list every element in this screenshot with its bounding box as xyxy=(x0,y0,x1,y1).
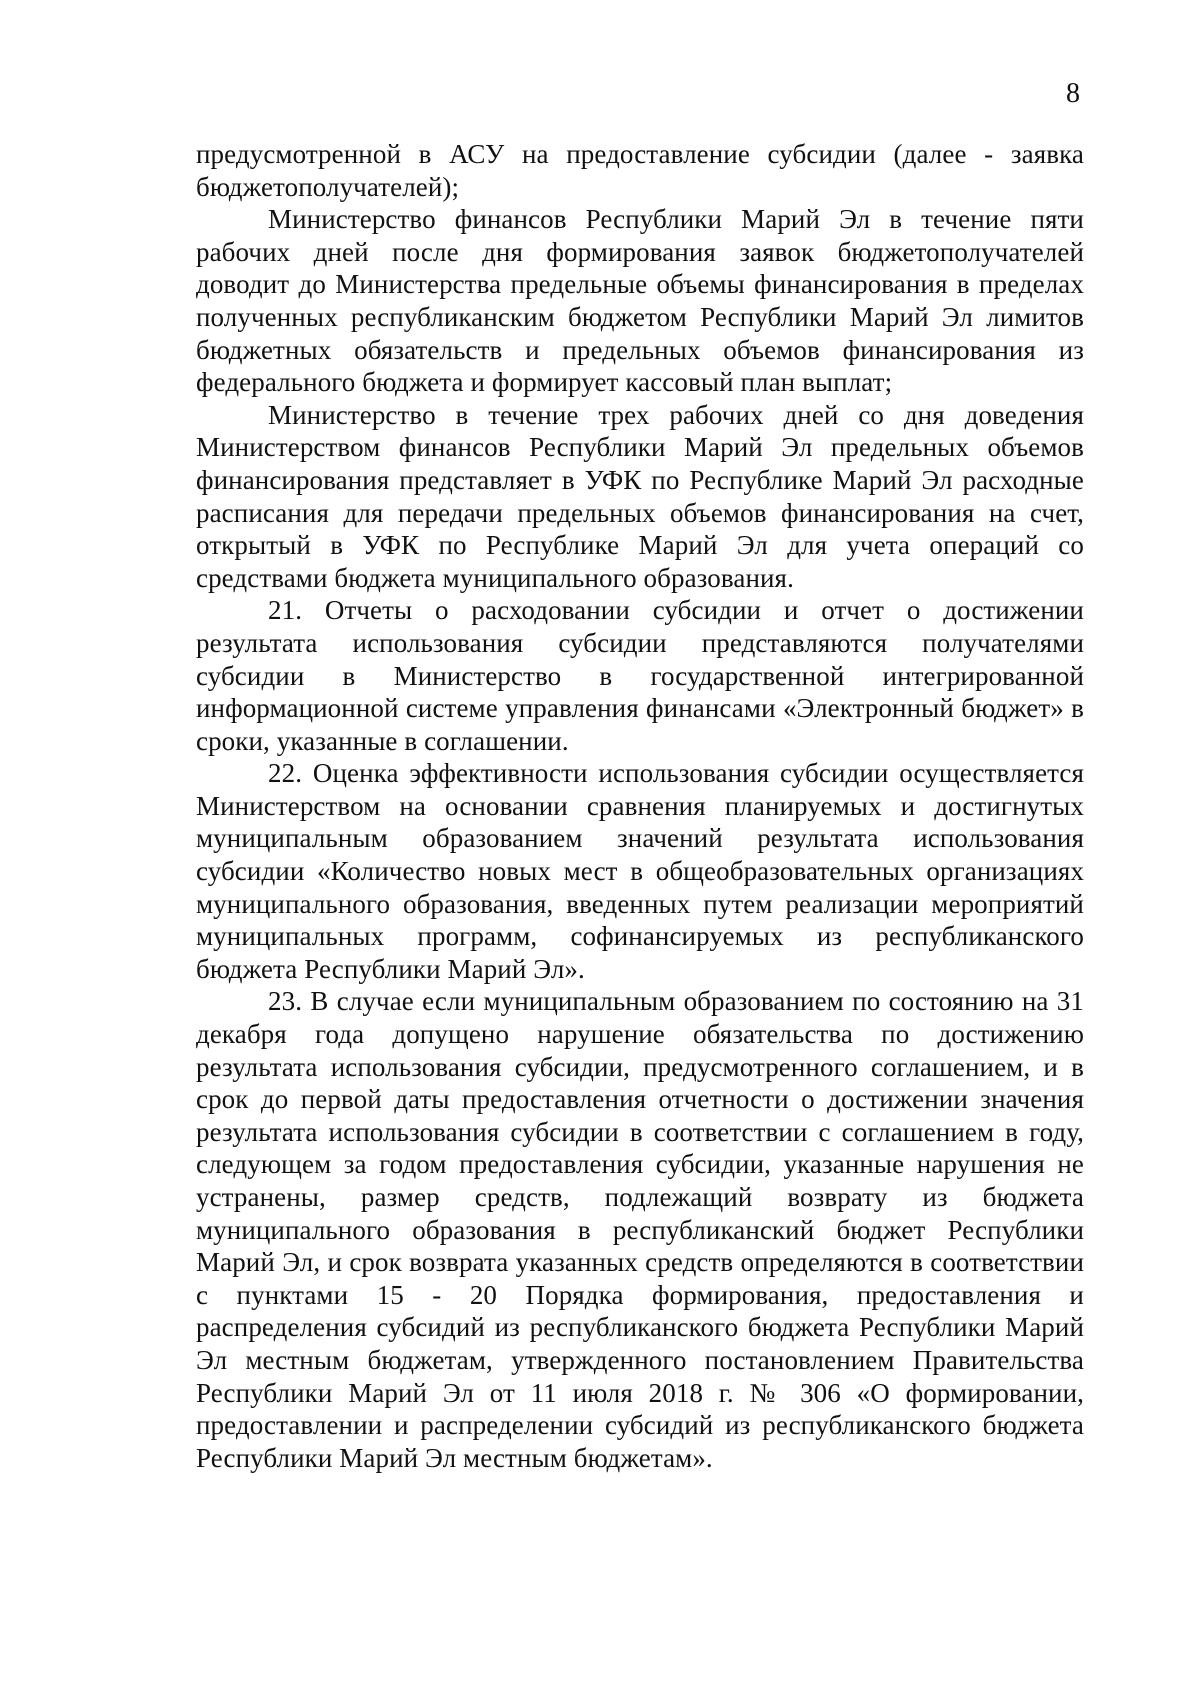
document-body xyxy=(196,138,1084,1474)
paragraph-clause-21: 21. Отчеты о расходовании субсидии и отчет о достижении результата использования субсидии представляются получателями субсидии в Министерство в государственной интегрированной информационной системе управления финансами «Электронный бюджет» в сроки, указанные в соглашении. xyxy=(196,595,1084,756)
paragraph-continuation: предусмотренной в АСУ на предоставление субсидии (далее - заявка бюджетополучателей); xyxy=(196,139,1084,202)
paragraph-clause-23: 23. В случае если муниципальным образованием по состоянию на 31 декабря года допущено нарушение обязательства по достижению результата использования субсидии, предусмотренного соглашением, и в срок до первой даты предоставления отчетности о достижении значения результата использования субсидии в соответствии с соглашением в году, следующем за годом предоставления субсидии, указанные нарушения не устранены, размер средств, подлежащий возврату из бюджета муниципального образования в республиканский бюджет Республики Марий Эл, и срок возврата указанных средств определяются в соответствии с пунктами 15 - 20 Порядка формирования, предоставления и распределения субсидий из республиканского бюджета Республики Марий Эл местным бюджетам, утвержденного постановлением Правительства Республики Марий Эл от 11 июля 2018 г. № 306 «О формировании, предоставлении и распределении субсидий из республиканского бюджета Республики Марий Эл местным бюджетам». xyxy=(196,986,1084,1473)
page-number: 8 xyxy=(1066,78,1080,109)
paragraph-expense-schedules: Министерство в течение трех рабочих дней со дня доведения Министерством финансов Республики Марий Эл предельных объемов финансирования представляет в УФК по Республике Марий Эл расходные расписания для передачи предельных объемов финансирования на счет, открытый в УФК по Республике Марий Эл для учета операций со средствами бюджета муниципального образования. xyxy=(196,399,1084,593)
paragraph-clause-22: 22. Оценка эффективности использования субсидии осуществляется Министерством на основании сравнения планируемых и достигнутых муниципальным образованием значений результата использования субсидии «Количество новых мест в общеобразовательных организациях муниципального образования, введенных путем реализации мероприятий муниципальных программ, софинансируемых из республиканского бюджета Республики Марий Эл». xyxy=(196,758,1084,984)
paragraph-minfin-limits: Министерство финансов Республики Марий Эл в течение пяти рабочих дней после дня формирования заявок бюджетополучателей доводит до Министерства предельные объемы финансирования в пределах полученных республиканским бюджетом Республики Марий Эл лимитов бюджетных обязательств и предельных объемов финансирования из федерального бюджета и формирует кассовый план выплат; xyxy=(196,204,1084,398)
